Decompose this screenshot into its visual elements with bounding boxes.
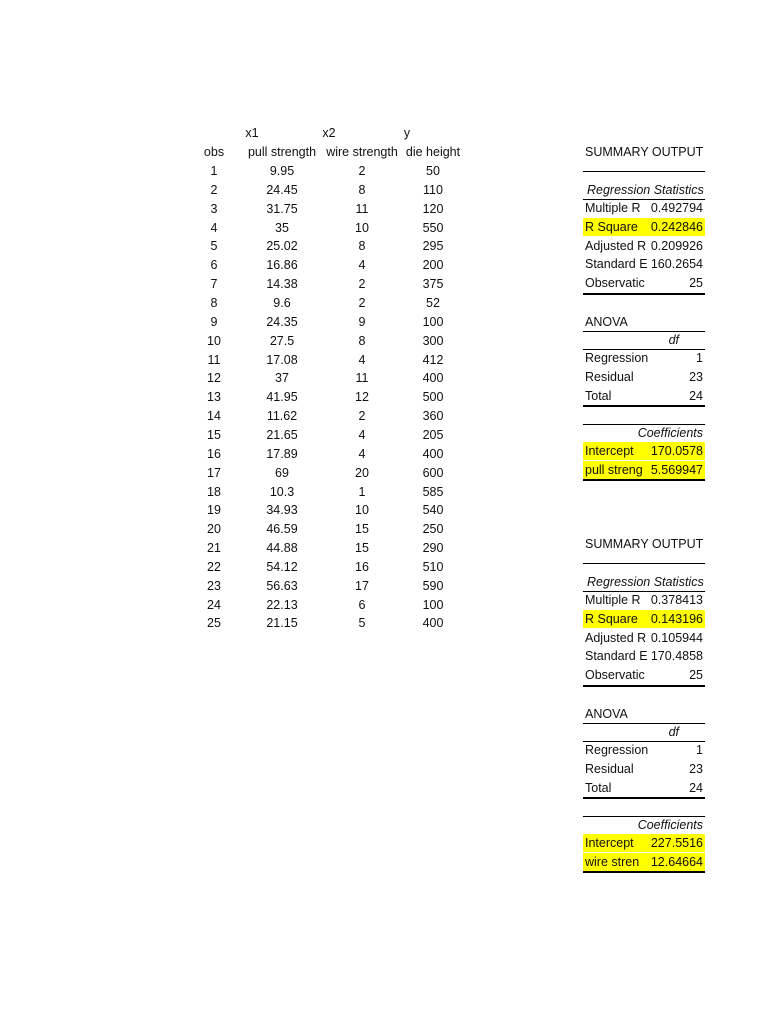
- cell-pull-strength: 35: [275, 220, 289, 235]
- cell-pull-strength: 44.88: [266, 541, 298, 555]
- cell-die-height: 585: [422, 484, 444, 499]
- col-code-x2: x2: [322, 126, 336, 140]
- stat-row: [583, 199, 705, 217]
- cell-die-height: 400: [422, 616, 444, 631]
- anova-df-header: df: [668, 333, 679, 347]
- cell-die-height: 400: [422, 446, 444, 461]
- cell-obs: 13: [207, 390, 221, 405]
- divider: [583, 171, 705, 172]
- stat-row-label: Multiple R: [585, 201, 641, 215]
- cell-pull-strength: 17.08: [266, 352, 298, 367]
- cell-wire-strength: 8: [358, 239, 366, 254]
- cell-obs: 18: [207, 484, 221, 499]
- divider: [583, 685, 705, 687]
- cell-die-height: 540: [422, 503, 444, 518]
- cell-die-height: 100: [422, 314, 444, 329]
- coefficient-row-label: Intercept: [585, 444, 634, 458]
- cell-die-height: 360: [422, 409, 444, 424]
- cell-wire-strength: 20: [355, 465, 369, 480]
- cell-wire-strength: 2: [358, 164, 366, 178]
- cell-wire-strength: 10: [355, 503, 369, 518]
- cell-die-height: 300: [422, 333, 444, 348]
- cell-pull-strength: 17.89: [266, 446, 298, 461]
- stat-row-value: 25: [689, 276, 703, 291]
- cell-die-height: 50: [426, 164, 440, 178]
- cell-wire-strength: 9: [358, 314, 366, 329]
- cell-pull-strength: 10.3: [269, 484, 295, 499]
- cell-obs: 20: [207, 522, 221, 537]
- cell-obs: 5: [210, 239, 218, 254]
- anova-row: [583, 779, 705, 797]
- anova-row: [583, 349, 705, 367]
- cell-wire-strength: 16: [355, 559, 369, 574]
- cell-die-height: 250: [422, 522, 444, 537]
- anova-row-label: Total: [585, 388, 612, 403]
- cell-die-height: 412: [422, 352, 444, 367]
- divider: [583, 797, 705, 799]
- stat-row-label: Adjusted R: [585, 238, 647, 253]
- stat-row-label: Standard E: [585, 649, 648, 664]
- cell-obs: 25: [207, 616, 221, 631]
- header-die-height: die height: [405, 145, 461, 159]
- stat-row-label: Standard E: [585, 257, 648, 272]
- cell-obs: 3: [210, 201, 218, 216]
- cell-pull-strength: 9.95: [269, 164, 295, 178]
- cell-pull-strength: 24.35: [266, 314, 298, 329]
- coefficient-row-label: Intercept: [585, 836, 634, 850]
- col-code-x1: x1: [245, 126, 259, 140]
- anova-row-label: Total: [585, 780, 612, 795]
- regression-statistics-header: Regression Statistics: [587, 575, 704, 589]
- cell-obs: 2: [210, 182, 218, 197]
- divider: [583, 563, 705, 564]
- cell-pull-strength: 56.63: [266, 578, 298, 593]
- cell-obs: 23: [207, 578, 221, 593]
- anova-row: [583, 741, 705, 759]
- cell-obs: 14: [207, 409, 221, 424]
- cell-obs: 15: [207, 427, 221, 442]
- stat-row: [583, 237, 705, 255]
- coefficient-row-value: 170.0578: [650, 444, 703, 458]
- anova-row-label: Regression: [585, 743, 649, 757]
- col-code-y: y: [403, 126, 411, 140]
- stat-row-value: 170.4858: [650, 649, 703, 664]
- divider: [583, 293, 705, 295]
- anova-df-header: df: [668, 725, 679, 739]
- stat-row-value: 0.378413: [650, 593, 703, 607]
- cell-wire-strength: 8: [358, 333, 366, 348]
- stat-row-value: 0.143196: [650, 611, 703, 626]
- cell-obs: 7: [210, 277, 218, 292]
- cell-obs: 22: [207, 559, 221, 574]
- coefficient-row: [583, 853, 705, 871]
- cell-pull-strength: 9.6: [273, 296, 291, 310]
- cell-obs: 6: [210, 258, 218, 273]
- stat-row: [583, 629, 705, 647]
- cell-pull-strength: 46.59: [266, 522, 298, 537]
- anova-title: ANOVA: [585, 707, 628, 721]
- stat-row-label: R Square: [585, 611, 638, 626]
- cell-die-height: 52: [426, 296, 440, 310]
- cell-obs: 12: [207, 371, 221, 386]
- stat-row: [583, 274, 705, 292]
- header-obs: obs: [203, 145, 225, 159]
- stat-row-label: Observatic: [585, 668, 645, 683]
- cell-obs: 1: [210, 164, 218, 178]
- cell-obs: 16: [207, 446, 221, 461]
- cell-pull-strength: 22.13: [266, 597, 298, 612]
- cell-pull-strength: 41.95: [266, 390, 298, 405]
- cell-wire-strength: 15: [355, 522, 369, 537]
- cell-wire-strength: 8: [358, 182, 366, 197]
- cell-wire-strength: 2: [358, 277, 366, 292]
- cell-die-height: 120: [422, 201, 444, 216]
- cell-die-height: 400: [422, 371, 444, 386]
- coefficient-row-value: 5.569947: [650, 462, 703, 477]
- cell-wire-strength: 4: [358, 446, 366, 461]
- cell-pull-strength: 69: [275, 465, 289, 480]
- cell-pull-strength: 54.12: [266, 559, 298, 574]
- divider: [583, 479, 705, 481]
- cell-die-height: 500: [422, 390, 444, 405]
- cell-wire-strength: 4: [358, 427, 366, 442]
- cell-die-height: 110: [423, 182, 443, 197]
- cell-pull-strength: 27.5: [269, 333, 295, 348]
- stat-row-value: 0.209926: [650, 238, 703, 253]
- cell-obs: 8: [210, 296, 218, 310]
- cell-wire-strength: 1: [358, 484, 366, 499]
- anova-row: [583, 368, 705, 386]
- cell-wire-strength: 2: [358, 296, 366, 310]
- cell-obs: 21: [207, 541, 221, 555]
- cell-die-height: 290: [422, 541, 444, 555]
- stat-row: [583, 218, 705, 236]
- cell-die-height: 600: [422, 465, 444, 480]
- stat-row-label: Multiple R: [585, 593, 641, 607]
- coefficients-header: Coefficients: [637, 818, 703, 832]
- stat-row-label: R Square: [585, 219, 638, 234]
- cell-die-height: 510: [422, 559, 444, 574]
- anova-row-value: 23: [689, 369, 703, 384]
- anova-row: [583, 387, 705, 405]
- cell-wire-strength: 10: [355, 220, 369, 235]
- stat-row: [583, 647, 705, 665]
- coefficient-row: [583, 834, 705, 852]
- cell-pull-strength: 14.38: [266, 277, 298, 292]
- cell-obs: 17: [207, 465, 221, 480]
- divider: [583, 871, 705, 873]
- anova-row-value: 1: [696, 743, 703, 757]
- coefficient-row-label: pull streng: [585, 462, 643, 477]
- coefficient-row: [583, 442, 705, 460]
- cell-pull-strength: 34.93: [266, 503, 298, 518]
- cell-wire-strength: 17: [355, 578, 369, 593]
- cell-die-height: 295: [422, 239, 444, 254]
- stat-row-label: Adjusted R: [585, 630, 647, 645]
- cell-wire-strength: 2: [358, 409, 366, 424]
- cell-obs: 24: [207, 597, 221, 612]
- summary-title: SUMMARY OUTPUT: [585, 145, 704, 159]
- header-pull-strength: pull strength: [247, 145, 317, 159]
- cell-obs: 10: [207, 333, 221, 348]
- cell-pull-strength: 37: [275, 371, 289, 386]
- cell-pull-strength: 16.86: [266, 258, 298, 273]
- stat-row: [583, 666, 705, 684]
- cell-die-height: 590: [422, 578, 444, 593]
- cell-obs: 19: [207, 503, 221, 518]
- cell-wire-strength: 4: [358, 352, 366, 367]
- anova-title: ANOVA: [585, 315, 628, 329]
- stat-row-label: Observatic: [585, 276, 645, 291]
- stat-row-value: 0.492794: [650, 201, 703, 215]
- stat-row: [583, 610, 705, 628]
- stat-row-value: 160.2654: [650, 257, 703, 272]
- regression-statistics-header: Regression Statistics: [587, 183, 704, 197]
- cell-wire-strength: 11: [355, 371, 369, 386]
- anova-row-value: 23: [689, 761, 703, 776]
- coefficient-row-label: wire stren: [585, 854, 640, 869]
- anova-row-label: Regression: [585, 351, 649, 365]
- cell-wire-strength: 6: [358, 597, 366, 612]
- anova-row-value: 1: [696, 351, 703, 365]
- cell-obs: 11: [207, 352, 221, 367]
- anova-row-value: 24: [689, 780, 703, 795]
- anova-row-label: Residual: [585, 761, 634, 776]
- cell-wire-strength: 15: [355, 541, 369, 555]
- coefficients-header: Coefficients: [637, 426, 703, 440]
- cell-die-height: 375: [422, 277, 444, 292]
- header-wire-strength: wire strength: [326, 145, 398, 159]
- anova-row: [583, 760, 705, 778]
- coefficient-row-value: 12.64664: [650, 854, 703, 869]
- cell-pull-strength: 25.02: [266, 239, 298, 254]
- stat-row: [583, 591, 705, 609]
- cell-pull-strength: 31.75: [266, 201, 298, 216]
- coefficient-row-value: 227.5516: [650, 836, 703, 850]
- cell-die-height: 200: [422, 258, 444, 273]
- cell-obs: 4: [210, 220, 218, 235]
- summary-title: SUMMARY OUTPUT: [585, 537, 704, 551]
- cell-wire-strength: 5: [358, 616, 366, 631]
- anova-row-value: 24: [689, 388, 703, 403]
- cell-pull-strength: 21.65: [266, 427, 298, 442]
- cell-die-height: 100: [422, 597, 444, 612]
- anova-row-label: Residual: [585, 369, 634, 384]
- cell-die-height: 205: [422, 427, 444, 442]
- cell-wire-strength: 12: [355, 390, 369, 405]
- cell-die-height: 550: [422, 220, 444, 235]
- stat-row: [583, 255, 705, 273]
- divider: [583, 405, 705, 407]
- coefficient-row: [583, 461, 705, 479]
- stat-row-value: 0.105944: [650, 630, 703, 645]
- cell-pull-strength: 11.62: [266, 409, 298, 424]
- stat-row-value: 0.242846: [650, 219, 703, 234]
- cell-wire-strength: 4: [358, 258, 366, 273]
- stat-row-value: 25: [689, 668, 703, 683]
- cell-obs: 9: [210, 314, 218, 329]
- cell-wire-strength: 11: [355, 201, 369, 216]
- cell-pull-strength: 21.15: [266, 616, 298, 631]
- cell-pull-strength: 24.45: [266, 182, 298, 197]
